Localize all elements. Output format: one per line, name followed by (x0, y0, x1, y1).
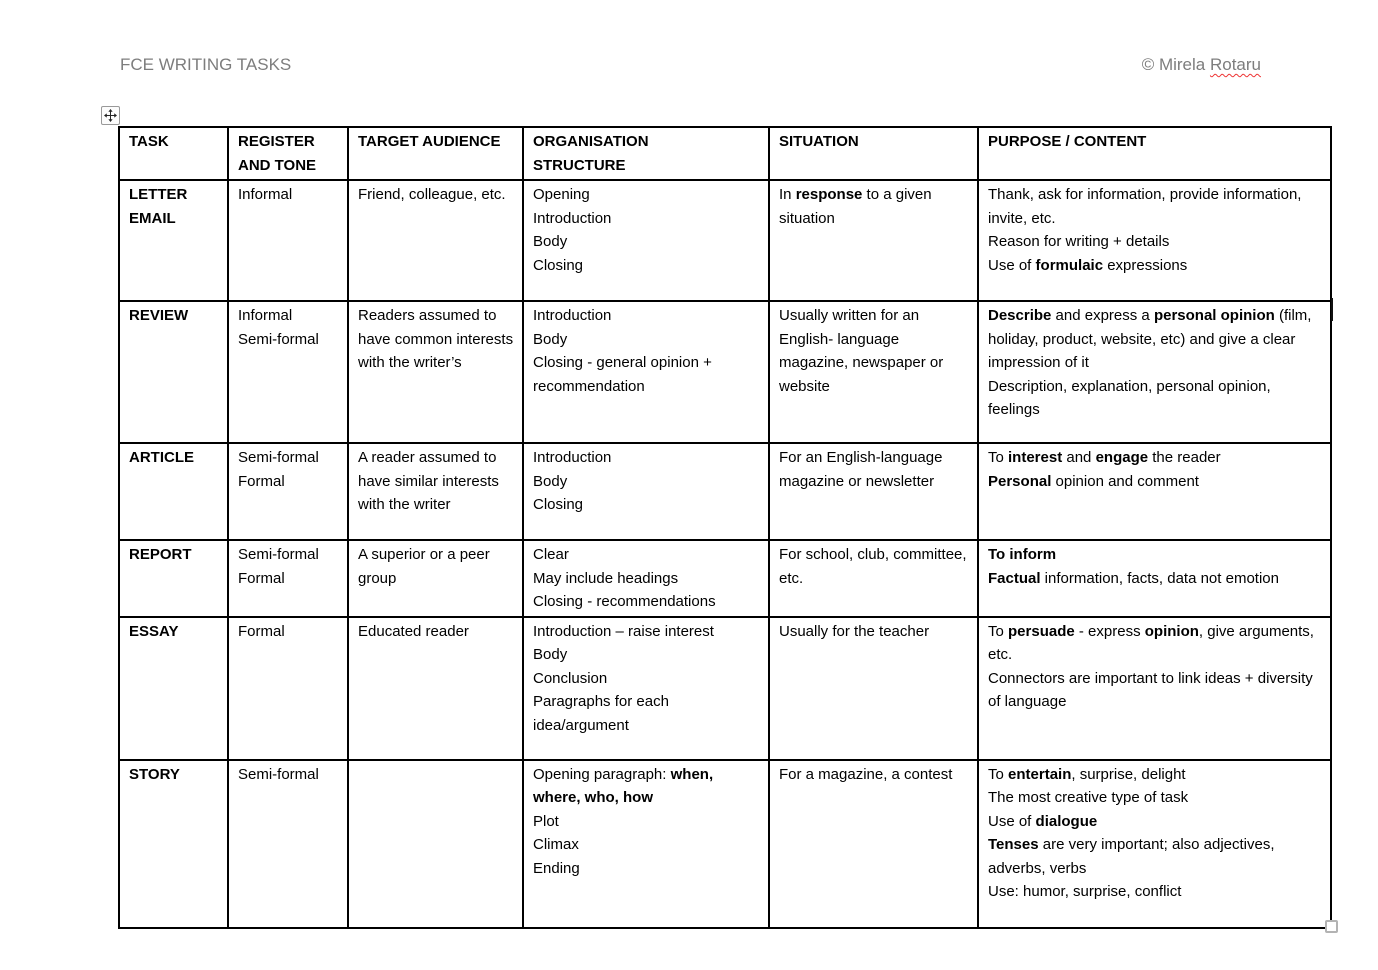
table-header-row (119, 127, 1331, 180)
cell-situation[interactable]: Usually written for an English- language magazine, newspaper or website (769, 301, 978, 443)
cell-audience[interactable]: A reader assumed to have similar interests with the writer (348, 443, 523, 540)
cell-register[interactable]: Formal (228, 617, 348, 760)
cell-audience[interactable]: Educated reader (348, 617, 523, 760)
table-resize-handle[interactable] (1325, 920, 1338, 933)
cell-situation[interactable]: For a magazine, a contest (769, 760, 978, 928)
cell-audience[interactable]: Readers assumed to have common interests with the writer’s (348, 301, 523, 443)
cell-purpose[interactable]: To persuade - express opinion, give arguments, etc. Connectors are important to link ideas + diversity of language (978, 617, 1331, 760)
cell-register[interactable]: Semi-formal Formal (228, 540, 348, 617)
cell-task[interactable]: ESSAY (119, 617, 228, 760)
cell-task[interactable]: STORY (119, 760, 228, 928)
text-cursor (1331, 298, 1333, 321)
header-cell-register[interactable]: REGISTER AND TONE (228, 127, 348, 180)
cell-organisation[interactable]: Introduction Body Closing (523, 443, 769, 540)
cell-organisation[interactable]: Opening Introduction Body Closing (523, 180, 769, 301)
cell-register[interactable]: Semi-formal (228, 760, 348, 928)
cell-purpose[interactable]: To interest and engage the reader Personal opinion and comment (978, 443, 1331, 540)
cell-organisation[interactable]: Introduction Body Closing - general opinion + recommendation (523, 301, 769, 443)
cell-audience[interactable]: Friend, colleague, etc. (348, 180, 523, 301)
cell-register[interactable]: Informal Semi-formal (228, 301, 348, 443)
header-cell-situation[interactable]: SITUATION (769, 127, 978, 180)
writing-tasks-table (118, 126, 1332, 929)
page-title: FCE WRITING TASKS (120, 55, 292, 74)
table-row (119, 301, 1331, 443)
cell-purpose[interactable]: To inform Factual information, facts, data not emotion (978, 540, 1331, 617)
cell-purpose[interactable]: Describe and express a personal opinion (film, holiday, product, website, etc) and give a clear impression of it Description, explanation, personal opinion, feelings (978, 301, 1331, 443)
move-icon (104, 109, 117, 122)
cell-organisation[interactable]: Introduction – raise interest Body Conclusion Paragraphs for each idea/argument (523, 617, 769, 760)
table-move-handle[interactable] (101, 106, 120, 125)
header-cell-organisation[interactable]: ORGANISATION STRUCTURE (523, 127, 769, 180)
cell-task[interactable]: REPORT (119, 540, 228, 617)
header-cell-task[interactable]: TASK (119, 127, 228, 180)
copyright-prefix: © Mirela (1141, 55, 1210, 74)
cell-register[interactable]: Informal (228, 180, 348, 301)
table-row (119, 443, 1331, 540)
cell-situation[interactable]: For an English-language magazine or newsletter (769, 443, 978, 540)
cell-situation[interactable]: Usually for the teacher (769, 617, 978, 760)
cell-organisation[interactable]: Opening paragraph: when, where, who, how Plot Climax Ending (523, 760, 769, 928)
table-row (119, 617, 1331, 760)
cell-situation[interactable]: For school, club, committee, etc. (769, 540, 978, 617)
cell-task[interactable]: LETTER EMAIL (119, 180, 228, 301)
cell-audience[interactable]: A superior or a peer group (348, 540, 523, 617)
cell-task[interactable]: ARTICLE (119, 443, 228, 540)
cell-organisation[interactable]: Clear May include headings Closing - recommendations (523, 540, 769, 617)
copyright (1142, 55, 1261, 75)
cell-purpose[interactable]: To entertain, surprise, delight The most creative type of task Use of dialogue Tenses are very important; also adjectives, adverbs, verbs Use: humor, surprise, conflict (978, 760, 1331, 928)
cell-register[interactable]: Semi-formal Formal (228, 443, 348, 540)
document-header (120, 55, 1261, 75)
cell-task[interactable]: REVIEW (119, 301, 228, 443)
header-cell-purpose[interactable]: PURPOSE / CONTENT (978, 127, 1331, 180)
cell-situation[interactable]: In response to a given situation (769, 180, 978, 301)
copyright-name: Rotaru (1209, 55, 1261, 74)
header-cell-audience[interactable]: TARGET AUDIENCE (348, 127, 523, 180)
table-row (119, 180, 1331, 301)
cell-purpose[interactable]: Thank, ask for information, provide information, invite, etc. Reason for writing + details Use of formulaic expressions (978, 180, 1331, 301)
table-row (119, 540, 1331, 617)
table-body (119, 127, 1331, 928)
table-row (119, 760, 1331, 928)
cell-audience[interactable] (348, 760, 523, 928)
